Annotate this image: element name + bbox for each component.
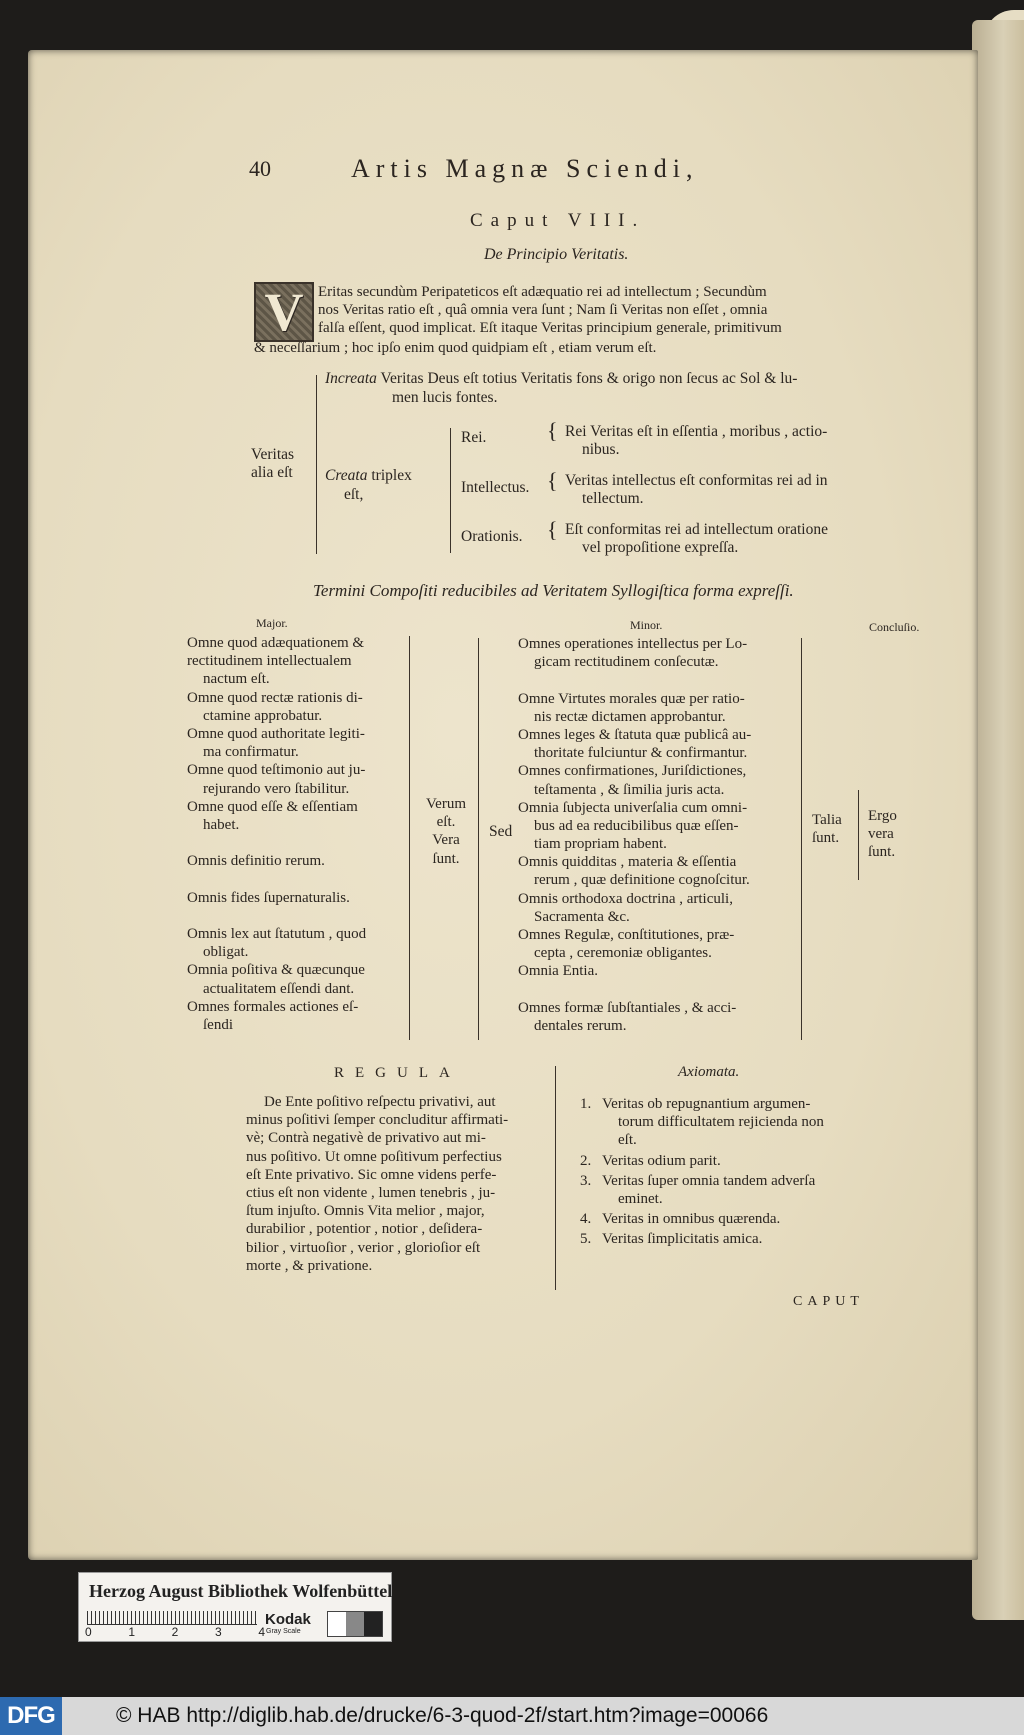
- sed-word: Sed: [489, 823, 513, 840]
- dfg-logo[interactable]: DFG: [0, 1697, 62, 1735]
- veritas-root-1: Veritas: [251, 446, 295, 463]
- creata-line-1: [325, 467, 412, 485]
- major-column: [187, 635, 366, 1035]
- minor-line: Omnis quidditas , materia & eſſentia: [518, 854, 737, 871]
- minor-line: teſtamenta , & ſimilia juris acta.: [534, 781, 725, 798]
- book-page: [28, 50, 978, 1560]
- minor-line: Omnis orthodoxa doctrina , articuli,: [518, 890, 733, 907]
- minor-brace-right: [798, 638, 802, 1040]
- catchword: CAPUT: [793, 1294, 864, 1309]
- increata-line-2: men lucis fontes.: [392, 389, 498, 406]
- creata-line-2: eſt,: [344, 486, 364, 503]
- ergo-brace: [858, 790, 859, 880]
- label-conclusio: Concluſio.: [869, 620, 920, 634]
- talia-column: [812, 812, 842, 848]
- syllogism-title: Termini Compoſiti reducibiles ad Veritatem Syllogiſtica forma expreſſi.: [313, 581, 794, 600]
- branch-rei-brace: {: [547, 418, 558, 443]
- major-line: Omnes formales actiones eſ-: [187, 998, 359, 1015]
- major-line: rejurando vero ſtabilitur.: [203, 780, 350, 797]
- outer-brace: [316, 375, 317, 554]
- ruler-number: 0: [85, 1625, 92, 1639]
- major-line: rectitudinem intellectualem: [187, 653, 352, 670]
- minor-line: Omnes leges & ſtatuta quæ publicâ au-: [518, 726, 752, 743]
- regula-line: eſt Ente privativo. Sic omne videns perfe-: [246, 1166, 497, 1183]
- regula-line: morte , & privatione.: [246, 1257, 373, 1274]
- minor-line: [518, 672, 751, 690]
- major-line: [187, 835, 366, 853]
- branch-intellectus-line-2: tellectum.: [582, 490, 644, 507]
- branch-orationis-line-1: Eſt conformitas rei ad intellectum oratione: [565, 521, 828, 538]
- minor-brace-left: [478, 638, 479, 1040]
- axiomata-heading: Axiomata.: [678, 1064, 740, 1080]
- minor-line: Omnes confirmationes, Juriſdictiones,: [518, 763, 747, 780]
- ruler-number: 3: [214, 1625, 222, 1639]
- middle-line: eſt.: [436, 814, 456, 831]
- minor-line: Sacramenta &c.: [534, 908, 630, 925]
- creata-brace: [450, 428, 451, 553]
- ruler: [87, 1611, 257, 1625]
- grayscale-patches: [327, 1611, 383, 1637]
- minor-line: rerum , quæ definitione cognoſcitur.: [534, 872, 750, 889]
- column-divider: [555, 1066, 556, 1290]
- regula-line: minus poſitivi ſemper concluditur affirmati-: [246, 1112, 509, 1129]
- branch-orationis-line-2: vel propoſitione expreſſa.: [582, 539, 739, 556]
- minor-line: tiam propriam habent.: [534, 836, 667, 853]
- intro-paragraph: [318, 284, 782, 339]
- intro-line: Eritas secundùm Peripateticos eſt adæquatio rei ad intellectum ; Secundùm: [318, 284, 767, 300]
- branch-rei: Rei.: [461, 429, 487, 446]
- axiom-1-cont: eſt.: [618, 1132, 637, 1149]
- ruler-number: 2: [171, 1625, 179, 1639]
- kodak-sublabel: Gray Scale: [266, 1628, 301, 1635]
- branch-intellectus-brace: {: [547, 468, 558, 493]
- footer-bar: [0, 1697, 1024, 1735]
- regula-line: bilior , virtuoſior , verior , glorioſior eſt: [246, 1239, 481, 1256]
- axiom-1: 1. Veritas ob repugnantium argumen-: [580, 1096, 811, 1112]
- ruler-number: 4: [258, 1625, 265, 1639]
- branch-intellectus: Intellectus.: [461, 479, 530, 496]
- major-line: ma confirmatur.: [203, 744, 299, 761]
- ergo-line: vera: [868, 826, 894, 843]
- minor-line: Omnia ſubjecta univerſalia cum omni-: [518, 799, 748, 816]
- major-line: Omne quod rectæ rationis di-: [187, 689, 363, 706]
- major-line: actualitatem eſſendi dant.: [203, 980, 355, 997]
- decorated-initial: V: [254, 282, 314, 342]
- minor-line: cepta , ceremoniæ obligantes.: [534, 945, 712, 962]
- regula-line: durabilior , potentior , notior , deſidera-: [246, 1221, 483, 1238]
- minor-line: thoritate fulciuntur & confirmantur.: [534, 745, 748, 762]
- ruler-numbers: [85, 1625, 265, 1639]
- major-line: [187, 871, 366, 889]
- label-major: Major.: [256, 616, 288, 630]
- increata-word: Increata: [325, 370, 377, 387]
- middle-line: Vera: [432, 832, 460, 849]
- regula-line: De Ente poſitivo reſpectu privativi, aut: [264, 1094, 496, 1110]
- middle-column: [421, 796, 471, 869]
- major-line: nactum eſt.: [203, 671, 270, 688]
- axiom-1-cont: torum difficultatem rejicienda non: [618, 1114, 824, 1131]
- color-calibration-strip: [78, 1572, 392, 1642]
- chapter-heading: Caput VIII.: [470, 210, 646, 231]
- minor-line: Omnes operationes intellectus per Lo-: [518, 636, 748, 652]
- creata-rest: triplex: [371, 467, 412, 484]
- talia-line: Talia: [812, 812, 842, 828]
- ergo-line: ſunt.: [868, 844, 896, 861]
- axiom-3-cont: eminet.: [618, 1190, 663, 1207]
- regula-line: ctius eſt non vidente , lumen tenebris , ju-: [246, 1184, 496, 1201]
- minor-line: Omnia Entia.: [518, 963, 598, 980]
- axiom-2: 2. Veritas odium parit.: [580, 1152, 721, 1169]
- library-name: Herzog August Bibliothek Wolfenbüttel: [89, 1581, 393, 1601]
- major-line: Omne quod authoritate legiti-: [187, 725, 365, 742]
- major-line: [187, 908, 366, 926]
- branch-intellectus-line-1: Veritas intellectus eſt conformitas rei ad in: [565, 472, 828, 489]
- minor-line: [518, 982, 751, 1000]
- ruler-number: 1: [128, 1625, 136, 1639]
- increata-text: Veritas Deus eſt totius Veritatis fons & origo non ſecus ac Sol & lu-: [380, 370, 798, 387]
- veritas-root-2: alia eſt: [251, 464, 293, 481]
- minor-line: gicam rectitudinem conſecutæ.: [534, 654, 719, 671]
- creata-word: Creata: [325, 467, 368, 484]
- major-line: Omnis fides ſupernaturalis.: [187, 889, 350, 906]
- increata-line-1: [325, 370, 797, 388]
- regula-line: vè; Contrà negativè de privativo aut mi-: [246, 1130, 486, 1147]
- branch-orationis: Orationis.: [461, 528, 523, 545]
- chapter-subtitle: De Principio Veritatis.: [484, 246, 629, 263]
- major-line: ctamine approbatur.: [203, 707, 323, 724]
- regula-heading: REGULA: [334, 1065, 461, 1081]
- major-line: Omne quod adæquationem &: [187, 635, 365, 651]
- ergo-column: [868, 808, 897, 863]
- middle-line: ſunt.: [432, 850, 460, 867]
- major-line: Omnia poſitiva & quæcunque: [187, 962, 365, 979]
- major-brace: [406, 636, 410, 1040]
- axiom-4: 4. Veritas in omnibus quærenda.: [580, 1211, 781, 1228]
- intro-line: & neceſſarium ; hoc ipſo enim quod quidpiam eſt , etiam verum eſt.: [254, 340, 657, 356]
- major-line: ſendi: [203, 1016, 233, 1033]
- minor-line: bus ad ea reducibilibus quæ eſſen-: [534, 817, 739, 834]
- major-line: Omne quod eſſe & eſſentiam: [187, 798, 358, 815]
- running-title: Artis Magnæ Sciendi,: [351, 154, 699, 183]
- major-line: obligat.: [203, 944, 249, 961]
- intro-line: nos Veritas ratio eſt , quâ omnia vera ſunt ; Nam ſi Veritas non eſſet , omnia: [318, 302, 768, 319]
- major-line: Omne quod teſtimonio aut ju-: [187, 762, 366, 779]
- axiomata-list: [580, 1096, 824, 1250]
- regula-paragraph: [246, 1094, 508, 1276]
- major-line: habet.: [203, 816, 240, 833]
- major-line: Omnis definitio rerum.: [187, 853, 325, 870]
- branch-rei-line-1: Rei Veritas eſt in eſſentia , moribus , actio-: [565, 423, 828, 440]
- minor-line: Omnes Regulæ, conſtitutiones, præ-: [518, 927, 735, 943]
- intro-line: falſa eſſent, quod implicat. Eſt itaque Veritas principium generale, primitivum: [318, 320, 782, 337]
- minor-line: Omne Virtutes morales quæ per ratio-: [518, 690, 745, 707]
- regula-line: nus poſitivo. Ut omne poſitivum perfectius: [246, 1148, 502, 1165]
- page-number: 40: [249, 156, 271, 181]
- minor-line: nis rectæ dictamen approbantur.: [534, 708, 726, 725]
- middle-line: Verum: [426, 796, 466, 812]
- branch-rei-line-2: nibus.: [582, 441, 620, 458]
- branch-orationis-brace: {: [547, 517, 558, 542]
- axiom-5: 5. Veritas ſimplicitatis amica.: [580, 1231, 763, 1248]
- minor-line: dentales rerum.: [534, 1017, 627, 1034]
- copyright-link[interactable]: © HAB http://diglib.hab.de/drucke/6-3-quod-2f/start.htm?image=00066: [116, 1704, 769, 1727]
- ergo-line: Ergo: [868, 808, 897, 824]
- kodak-label: Kodak: [265, 1611, 311, 1628]
- axiom-3: 3. Veritas ſuper omnia tandem adverſa: [580, 1172, 816, 1189]
- regula-line: ſtum injuſto. Omnis Vita melior , major,: [246, 1203, 485, 1220]
- minor-line: Omnes formæ ſubſtantiales , & acci-: [518, 999, 737, 1016]
- label-minor: Minor.: [630, 618, 663, 632]
- minor-column: [518, 636, 751, 1036]
- neighbor-page-edge: [972, 20, 1024, 1620]
- talia-line: ſunt.: [812, 830, 840, 847]
- major-line: Omnis lex aut ſtatutum , quod: [187, 926, 367, 942]
